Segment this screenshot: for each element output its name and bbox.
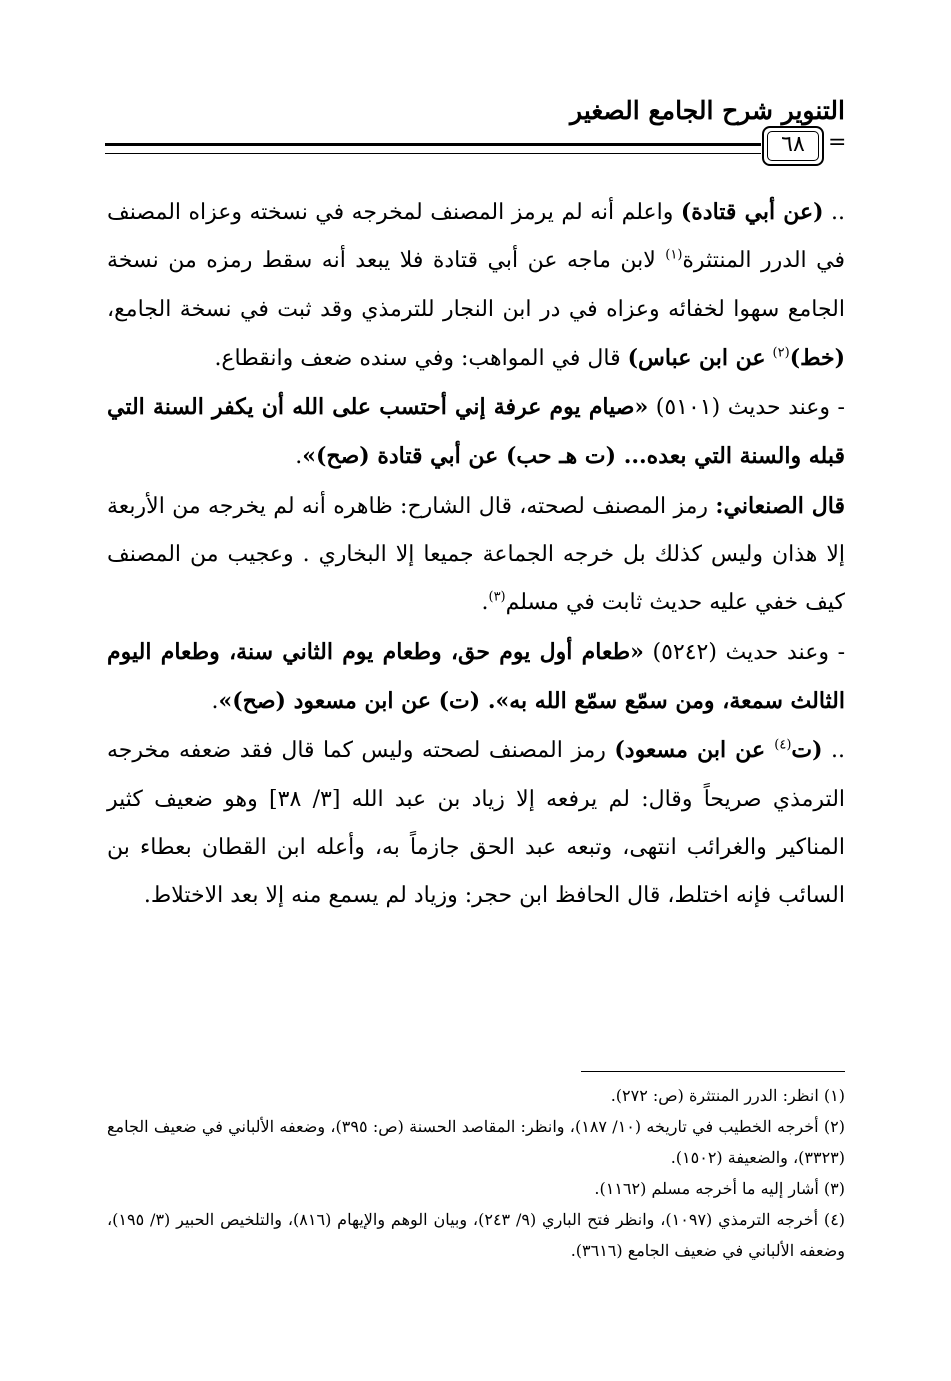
footnote-marker-2: (٢) bbox=[772, 345, 790, 361]
hadith-text: «صيام يوم عرفة إني أحتسب على الله أن يكفر السنة التي قبله والسنة التي بعده... (ت هـ حب) عن أبي قتادة (صح)» bbox=[107, 394, 845, 470]
dash: - bbox=[828, 639, 845, 665]
bold-source: (ت bbox=[791, 737, 823, 764]
running-title: التنوير شرح الجامع الصغير bbox=[570, 96, 845, 125]
text: وعند حديث (٥٢٤٢) bbox=[643, 639, 829, 665]
page-number-dash: = bbox=[828, 130, 847, 155]
bold-source: عن ابن عباس) bbox=[627, 344, 766, 371]
lead-dots: .. bbox=[831, 200, 846, 225]
text: . bbox=[211, 688, 219, 714]
text: قال في المواهب: وفي سنده ضعف وانقطاع. bbox=[214, 345, 628, 371]
footnote-3: (٣) أشار إليه ما أخرجه مسلم (١١٦٢). bbox=[594, 1179, 845, 1198]
text: رمز المصنف لصحته وليس كما قال فقد ضعفه مخرجه الترمذي صريحاً وقال: لم يرفعه إلا زياد بن عبد الله [٣/ ٣٨] وهو ضعيف كثير المناكير والغرائب انتهى، وتبعه عبد الحق جازماً به، وأعله ابن القطان بعطاء بن السائب فإنه اختلط، قال الحافظ ابن حجر: وزياد لم يسمع منه إلا بعد الاختلاط. bbox=[107, 738, 846, 909]
text: لابن ماجه عن أبي قتادة فلا يبعد أنه سقط رمزه من نسخة الجامع سهوا لخفائه وعزاه في در ابن النجار للترمذي وقد ثبت في نسخة الجامع، bbox=[107, 248, 845, 322]
header-rule bbox=[105, 143, 761, 154]
footnote-marker-1: (١) bbox=[665, 247, 683, 263]
bold-source: قال الصنعاني: bbox=[715, 492, 846, 519]
page-number: ٦٨ bbox=[762, 126, 824, 166]
footnote-marker-3: (٣) bbox=[488, 590, 506, 606]
paragraph-5 bbox=[107, 726, 845, 920]
text: وعند حديث (٥١٠١) bbox=[648, 395, 831, 421]
footnote-2: (٢) أخرجه الخطيب في تاريخه (١٠/ ١٨٧)، وانظر: المقاصد الحسنة (ص: ٣٩٥)، وضعفه الألباني في ضعيف الجامع (٣٣٢٣)، والضعيفة (١٥٠٢). bbox=[107, 1117, 845, 1167]
text: . bbox=[481, 590, 489, 616]
hadith-text: «طعام أول يوم حق، وطعام يوم الثاني سنة، وطعام اليوم الثالث سمعة، ومن سمّع سمّع الله به». (ت) عن ابن مسعود (صح)» bbox=[107, 638, 845, 714]
main-text bbox=[107, 188, 845, 920]
footnote-4: (٤) أخرجه الترمذي (١٠٩٧)، وانظر فتح الباري (٩/ ٢٤٣)، وبيان الوهم والإيهام (٨١٦)، والتلخيص الحبير (٣/ ١٩٥)، وضعفه الألباني في ضعيف الجامع (٣٦١٦). bbox=[107, 1210, 846, 1260]
text: واعلم أنه لم يرمز المصنف لمخرجه في نسخته وعزاه المصنف في الدرر المنتثرة bbox=[107, 200, 845, 274]
paragraph-3 bbox=[107, 482, 845, 628]
text: . bbox=[295, 444, 303, 470]
paragraph-4 bbox=[107, 628, 845, 727]
paragraph-2 bbox=[107, 383, 845, 482]
bold-source: (خط) bbox=[789, 344, 845, 371]
footnotes bbox=[107, 1080, 845, 1266]
footnote-1: (١) انظر: الدرر المنتثرة (ص: ٢٧٢). bbox=[610, 1086, 845, 1105]
lead-dots: .. bbox=[831, 738, 845, 764]
footnote-marker-4: (٤) bbox=[774, 737, 792, 753]
dash: - bbox=[830, 395, 845, 421]
paragraph-1 bbox=[107, 188, 845, 383]
footnote-rule bbox=[581, 1071, 845, 1072]
bold-source: عن ابن مسعود) bbox=[614, 737, 775, 764]
text: رمز المصنف لصحته، قال الشارح: ظاهره أنه لم يخرجه من الأربعة إلا هذان وليس كذلك بل خرجه الجماعة جميعا إلا البخاري . وعجيب من المصنف كيف خفي عليه حديث ثابت في مسلم bbox=[107, 493, 845, 616]
bold-source: (عن أبي قتادة) bbox=[680, 199, 824, 225]
